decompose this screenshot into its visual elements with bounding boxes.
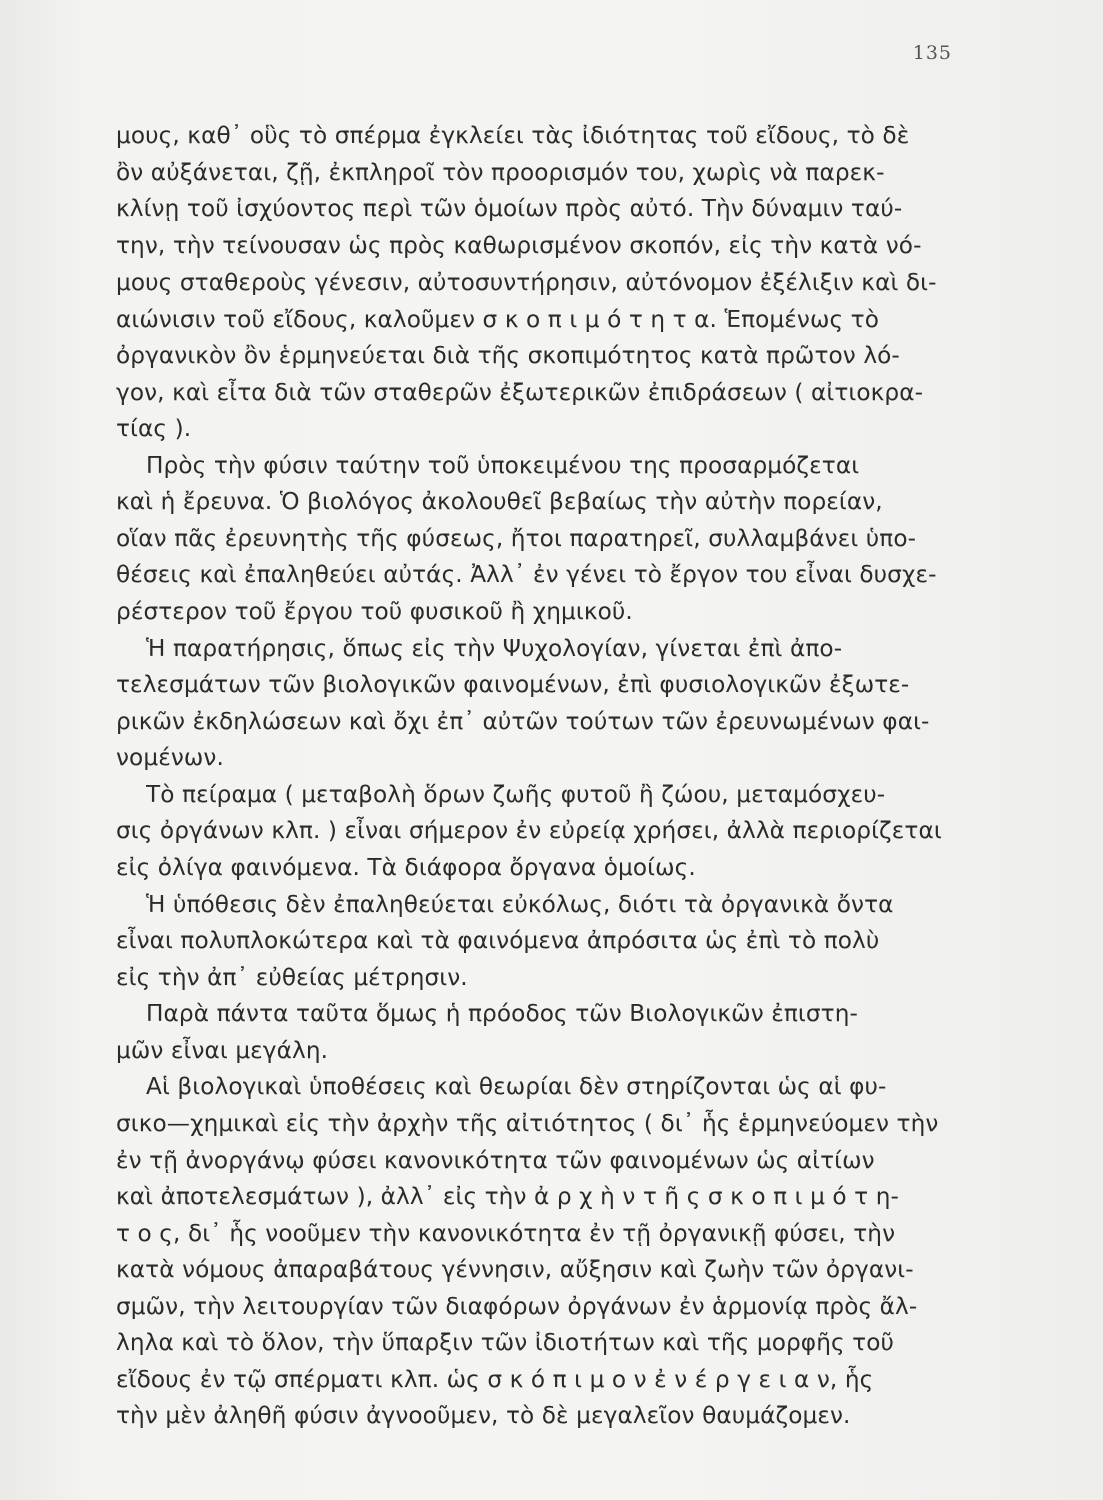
text-line: νομένων. <box>116 744 224 771</box>
text-line: εἴδους ἐν τῷ σπέρματι κλπ. ὡς σ κ ό π ι μ ο ν ἐ ν έ ρ γ ε ι α ν, ἧς <box>116 1366 874 1393</box>
text-line: εἰς ὀλίγα φαινόμενα. Τὰ διάφορα ὄργανα ὁμοίως. <box>116 854 696 881</box>
text-line: εἶναι πολυπλοκώτερα καὶ τὰ φαινόμενα ἀπρόσιτα ὡς ἐπὶ τὸ πολὺ <box>116 927 880 954</box>
text-line: Ἡ παρατήρησις, ὅπως εἰς τὴν Ψυχολογίαν, γίνεται ἐπὶ ἀπο- <box>146 635 843 662</box>
text-line: τίας ). <box>116 415 192 442</box>
text-line: κλίνῃ τοῦ ἰσχύοντος περὶ τῶν ὁμοίων πρὸς αὐτό. Τὴν δύναμιν ταύ- <box>116 195 903 222</box>
text-line: Αἱ βιολογικαὶ ὑποθέσεις καὶ θεωρίαι δὲν στηρίζονται ὡς αἱ φυ- <box>146 1073 887 1100</box>
text-line: οἵαν πᾶς ἐρευνητὴς τῆς φύσεως, ἤτοι παρατηρεῖ, συλλαμβάνει ὑπο- <box>116 525 917 552</box>
text-line: Παρὰ πάντα ταῦτα ὅμως ἡ πρόοδος τῶν Βιολογικῶν ἐπιστη- <box>146 1000 858 1027</box>
text-line: εἰς τὴν ἀπ᾿ εὐθείας μέτρησιν. <box>116 964 468 991</box>
text-line: ἐν τῇ ἀνοργάνῳ φύσει κανονικότητα τῶν φαινομένων ὡς αἰτίων <box>116 1147 875 1174</box>
text-line: ρέστερον τοῦ ἔργου τοῦ φυσικοῦ ἢ χημικοῦ. <box>116 598 633 625</box>
text-line: γον, καὶ εἶτα διὰ τῶν σταθερῶν ἐξωτερικῶν ἐπιδράσεων ( αἰτιοκρα- <box>116 379 924 406</box>
text-line: μους, καθ᾿ οὓς τὸ σπέρμα ἐγκλείει τὰς ἰδιότητας τοῦ εἴδους, τὸ δὲ <box>116 122 910 149</box>
text-line: ὂν αὐξάνεται, ζῇ, ἐκπληροῖ τὸν προορισμόν του, χωρὶς νὰ παρεκ- <box>116 159 885 186</box>
text-line: τελεσμάτων τῶν βιολογικῶν φαινομένων, ἐπὶ φυσιολογικῶν ἐξωτε- <box>116 671 910 698</box>
text-line: μῶν εἶναι μεγάλη. <box>116 1037 329 1064</box>
text-line: Ἡ ὑπόθεσις δὲν ἐπαληθεύεται εὐκόλως, διότι τὰ ὀργανικὰ ὄντα <box>146 891 894 918</box>
text-line: μους σταθεροὺς γένεσιν, αὐτοσυντήρησιν, αὐτόνομον ἐξέλιξιν καὶ δι- <box>116 269 937 296</box>
text-line: κατὰ νόμους ἀπαραβάτους γέννησιν, αὔξησιν καὶ ζωὴν τῶν ὀργανι- <box>116 1256 914 1283</box>
text-line: σικο—χημικαὶ εἰς τὴν ἀρχὴν τῆς αἰτιότητος ( δι᾿ ἧς ἑρμηνεύομεν τὴν <box>116 1110 939 1137</box>
text-line: ρικῶν ἐκδηλώσεων καὶ ὄχι ἐπ᾿ αὐτῶν τούτων τῶν ἐρευνωμένων φαι- <box>116 708 930 735</box>
text-line: αιώνισιν τοῦ εἴδους, καλοῦμεν σ κ ο π ι μ ό τ η τ α. Ἑπομένως τὸ <box>116 306 880 333</box>
text-line: την, τὴν τείνουσαν ὡς πρὸς καθωρισμένον σκοπόν, εἰς τὴν κατὰ νό- <box>116 232 922 259</box>
text-line: Πρὸς τὴν φύσιν ταύτην τοῦ ὑποκειμένου της προσαρμόζεται <box>146 452 860 479</box>
text-line: ληλα καὶ τὸ ὅλον, τὴν ὕπαρξιν τῶν ἰδιοτήτων καὶ τῆς μορφῆς τοῦ <box>116 1329 895 1356</box>
text-line: καὶ ἀποτελεσμάτων ), ἀλλ᾿ εἰς τὴν ἀ ρ χ ὴ ν τ ῆ ς σ κ ο π ι μ ό τ η- <box>116 1183 899 1210</box>
text-line: θέσεις καὶ ἐπαληθεύει αὐτάς. Ἀλλ᾿ ἐν γένει τὸ ἔργον του εἶναι δυσχε- <box>116 561 937 588</box>
page-number: 135 <box>912 42 952 64</box>
text-line: ὀργανικὸν ὂν ἑρμηνεύεται διὰ τῆς σκοπιμότητος κατὰ πρῶτον λό- <box>116 342 900 369</box>
text-line: σις ὀργάνων κλπ. ) εἶναι σήμερον ἐν εὐρείᾳ χρήσει, ἀλλὰ περιορίζεται <box>116 817 942 844</box>
text-line: τ ο ς, δι᾿ ἧς νοοῦμεν τὴν κανονικότητα ἐν τῇ ὀργανικῇ φύσει, τὴν <box>116 1220 896 1247</box>
text-line: καὶ ἡ ἔρευνα. Ὁ βιολόγος ἀκολουθεῖ βεβαίως τὴν αὐτὴν πορείαν, <box>116 488 883 515</box>
text-line: τὴν μὲν ἀληθῆ φύσιν ἀγνοοῦμεν, τὸ δὲ μεγαλεῖον θαυμάζομεν. <box>116 1402 851 1429</box>
text-line: σμῶν, τὴν λειτουργίαν τῶν διαφόρων ὀργάνων ἐν ἁρμονίᾳ πρὸς ἄλ- <box>116 1293 918 1320</box>
text-line: Τὸ πείραμα ( μεταβολὴ ὅρων ζωῆς φυτοῦ ἢ ζώου, μεταμόσχευ- <box>146 781 886 808</box>
